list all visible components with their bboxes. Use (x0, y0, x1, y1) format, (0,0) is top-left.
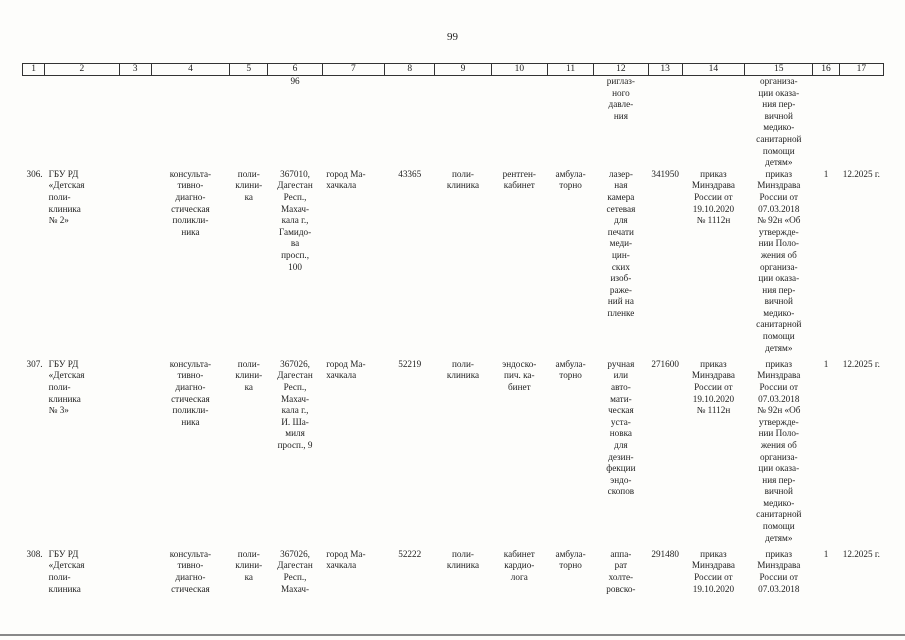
cell-col3 (119, 169, 151, 359)
col-header: 16 (813, 64, 839, 76)
cell-address-cont: 96 (290, 76, 300, 86)
cell-col3 (119, 549, 151, 595)
table-row (23, 169, 884, 359)
cell-quantity: 1 (823, 168, 829, 179)
cell-type: консульта- тивно- диагно- стическая поликли- ника (169, 168, 212, 237)
cell-number: 308. (26, 548, 43, 559)
column-number-row (23, 64, 884, 76)
page-number: 99 (447, 31, 458, 43)
cell-col13: 341950 (651, 168, 679, 179)
cell-quantity: 1 (823, 548, 829, 559)
table-row (23, 549, 884, 595)
col-header: 6 (268, 64, 322, 76)
cell-equipment: ручная или авто- мати- ческая уста- новка для дезин- фекции эндо- скопов (606, 358, 636, 497)
cell-col13: 271600 (651, 358, 679, 369)
cell-room: кабинет кардио- лога (503, 548, 535, 582)
cell-code: 52222 (398, 548, 422, 559)
cell-type: консульта- тивно- диагно- стическая поликли- ника (169, 358, 212, 427)
cell-organization: ГБУ РД «Детская поли- клиника № 3» (48, 358, 85, 416)
cell-quantity: 1 (823, 358, 829, 369)
col-header: 9 (435, 64, 491, 76)
page-bottom-edge (0, 634, 905, 636)
cell-order: приказ Минздрава России от 19.10.2020 № 1112н (691, 168, 735, 226)
cell-room: рентген- кабинет (502, 168, 536, 191)
cell-city: город Ма- хачкала (326, 168, 366, 191)
table-row (23, 359, 884, 549)
col-header: 11 (547, 64, 593, 76)
cell-city: город Ма- хачкала (326, 358, 366, 381)
col-header: 14 (682, 64, 744, 76)
col-header: 5 (230, 64, 268, 76)
col-header: 2 (45, 64, 119, 76)
cell-standard: приказ Минздрава России от 07.03.2018 № 92н «Об утвержде- нии Поло- жения об организа- ции оказа- ния пер- вичной медико- санитарной помощи детям» (756, 358, 802, 543)
cell-date: 12.2025 г. (842, 548, 880, 559)
col-header: 13 (648, 64, 682, 76)
cell-col3 (119, 359, 151, 549)
col-header: 1 (23, 64, 45, 76)
cell-date: 12.2025 г. (842, 358, 880, 369)
col-header: 12 (594, 64, 648, 76)
cell-city: город Ма- хачкала (326, 548, 366, 571)
cell-number: 306. (26, 168, 43, 179)
cell-room: эндоско- пич. ка- бинет (502, 358, 537, 392)
cell-mode: амбула- торно (555, 168, 586, 191)
cell-address: 367010, Дагестан Респ., Махач- кала г., Гамидо- ва просп., 100 (277, 168, 313, 272)
cell-equipment-cont: риглаз- ного давле- ния (606, 76, 635, 121)
cell-unit: поли- клиника (446, 548, 480, 571)
cell-kind: поли- клини- ка (235, 548, 263, 582)
cell-standard: приказ Минздрава России от 07.03.2018 (757, 548, 801, 594)
col-header: 7 (322, 64, 384, 76)
cell-equipment: аппа- рат холте- ровско- (606, 548, 636, 594)
col-header: 10 (491, 64, 547, 76)
cell-kind: поли- клини- ка (235, 168, 263, 202)
data-table (22, 63, 884, 595)
cell-col13: 291480 (651, 548, 679, 559)
cell-date: 12.2025 г. (842, 168, 880, 179)
cell-type: консульта- тивно- диагно- стическая (169, 548, 212, 594)
cell-code: 52219 (398, 358, 422, 369)
cell-address: 367026, Дагестан Респ., Махач- кала г., И. Ша- миля просп., 9 (277, 358, 313, 450)
cell-order: приказ Минздрава России от 19.10.2020 (691, 548, 735, 594)
col-header: 8 (385, 64, 435, 76)
cell-standard-cont: организа- ции оказа- ния пер- вичной медико- санитарной помощи детям» (756, 76, 802, 168)
col-header: 4 (151, 64, 229, 76)
cell-equipment: лазер- ная камера сетевая для печати меди- цин- ских изоб- раже- ний на пленке (606, 168, 636, 318)
col-header: 17 (839, 64, 883, 76)
col-header: 3 (119, 64, 151, 76)
cell-number: 307. (26, 358, 43, 369)
cell-code: 43365 (398, 168, 422, 179)
cell-mode: амбула- торно (555, 358, 586, 381)
cell-organization: ГБУ РД «Детская поли- клиника № 2» (48, 168, 85, 226)
cell-kind: поли- клини- ка (235, 358, 263, 392)
cell-unit: поли- клиника (446, 168, 480, 191)
continuation-row (23, 76, 884, 169)
cell-address: 367026, Дагестан Респ., Махач- (277, 548, 313, 594)
cell-standard: приказ Минздрава России от 07.03.2018 № 92н «Об утвержде- нии Поло- жения об организа- ции оказа- ния пер- вичной медико- санитарной помощи детям» (756, 168, 802, 353)
cell-organization: ГБУ РД «Детская поли- клиника (48, 548, 85, 594)
cell-order: приказ Минздрава России от 19.10.2020 № 1112н (691, 358, 735, 416)
cell-mode: амбула- торно (555, 548, 586, 571)
col-header: 15 (745, 64, 813, 76)
cell-unit: поли- клиника (446, 358, 480, 381)
